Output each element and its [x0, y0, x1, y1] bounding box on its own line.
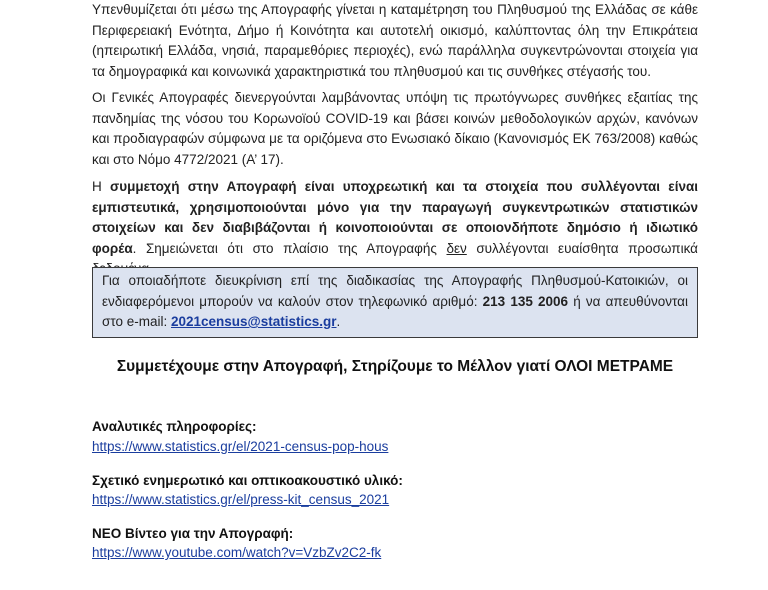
info-text: ή να απευθύνονται στο e-mail: — [102, 293, 688, 329]
paragraph-census-purpose: Υπενθυμίζεται ότι μέσω της Απογραφής γίνεται η καταμέτρηση του Πληθυσμού της Ελλάδας σε κάθε Περιφερειακή Ενότητα, Δήμο ή Κοινότητα και αυτοτελή οικισμό, καλύπτοντας όλη την Επικράτεια (ηπειρωτική Ελλάδα, νησιά, παραμεθόριες περιοχές), ενώ παράλληλα συγκεντρώνονται στοιχεία για τα δημογραφικά και κοινωνικά χαρακτηριστικά του πληθυσμού και τις συνθήκες στέγασής του. — [92, 2, 698, 79]
paragraph-text: Η — [92, 179, 110, 194]
paragraph-legal-framework: Οι Γενικές Απογραφές διενεργούνται λαμβάνοντας υπόψη τις πρωτόγνωρες συνθήκες εξαιτίας της πανδημίας της νόσου του Κορωνοϊού COVID-19 και βάσει κοινών μεθοδολογικών αρχών, κανόνων και προδιαγραφών σύμφωνα με τα οριζόμενα στο Ενωσιακό δίκαιο (Κανονισμός ΕΚ 763/2008) καθώς και στο Νόμο 4772/2021 (Α’ 17). — [92, 90, 698, 167]
info-text: . — [336, 314, 341, 329]
slogan-heading: Συμμετέχουμε στην Απογραφή, Στηρίζουμε το Μέλλον γιατί ΟΛΟΙ ΜΕΤΡΑΜΕ — [116, 358, 674, 375]
paragraph-text: . Σημειώνεται ότι στο πλαίσιο της Απογραφής — [132, 240, 447, 256]
link-title-press-kit: Σχετικό ενημερωτικό και οπτικοακουστικό υλικό: — [92, 473, 403, 488]
underlined-text: δεν — [446, 240, 467, 256]
paragraph-confidentiality — [92, 177, 698, 280]
email-link[interactable]: 2021census@statistics.gr — [171, 314, 337, 329]
phone-number: 213 135 2006 — [482, 293, 569, 309]
info-text: Για οποιαδήποτε διευκρίνιση επί της διαδικασίας της Απογραφής Πληθυσμού-Κατοικιών, οι ενδιαφερόμενοι μπορούν να καλούν στον τηλεφωνικό αριθμό: — [102, 273, 688, 309]
paragraph-text: συλλέγονται ευαίσθητα προσωπικά — [476, 240, 698, 256]
link-title-details: Αναλυτικές πληροφορίες: — [92, 419, 257, 434]
link-press-kit[interactable]: https://www.statistics.gr/el/press-kit_census_2021 — [92, 492, 390, 507]
contact-info-box — [92, 267, 698, 338]
link-census-details[interactable]: https://www.statistics.gr/el/2021-census-pop-hous — [92, 439, 389, 454]
emphasis-text: συμμετοχή στην Απογραφή είναι υποχρεωτική και τα στοιχεία που συλλέγονται είναι εμπιστευτικά, χρησιμοποιούνται μόνο για την παραγωγή συγκεντρωτικών στατιστικών στοιχείων και δεν διαβιβάζονται ή κοινοποιούνται σε οποιονδήποτε δημόσιο ή ιδιωτικό φορέα — [92, 179, 698, 256]
link-title-video: ΝΕΟ Βίντεο για την Απογραφή: — [92, 526, 294, 541]
link-video[interactable]: https://www.youtube.com/watch?v=VzbZv2C2-fk — [92, 545, 382, 560]
